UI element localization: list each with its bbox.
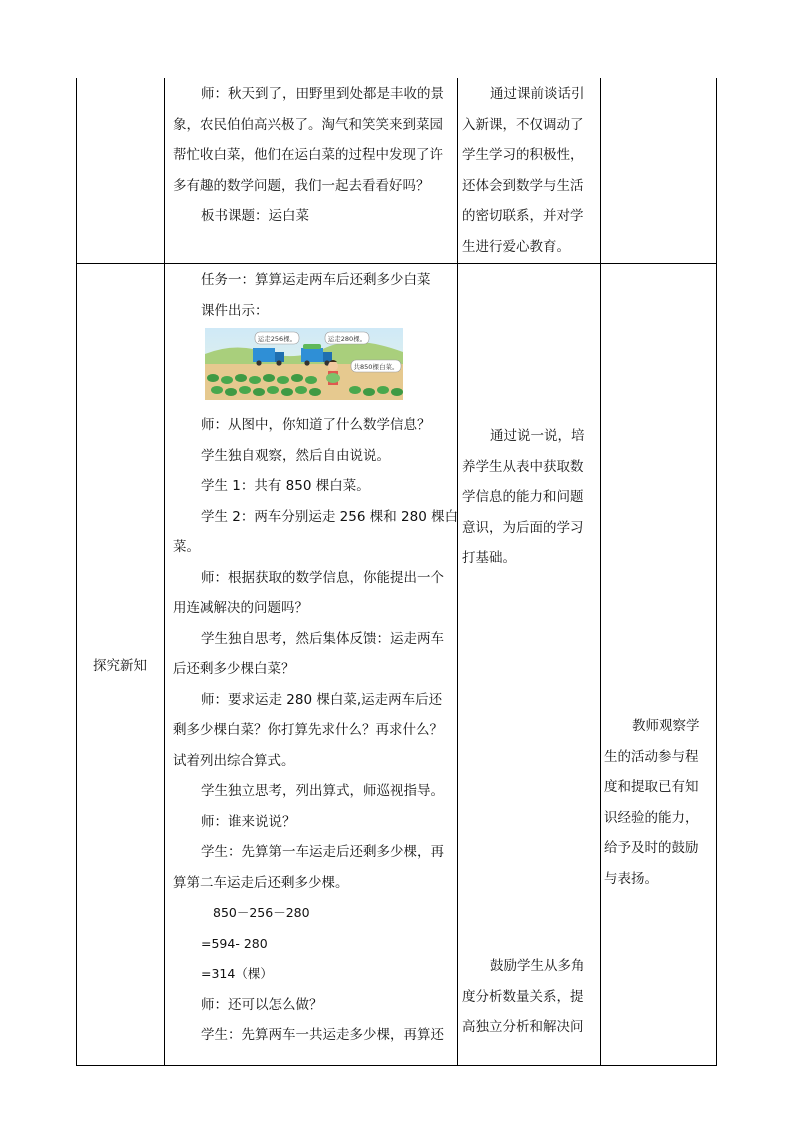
row2-activity-top <box>173 265 453 326</box>
eval-line: 识经验的能力， <box>604 809 699 826</box>
column-divider-1 <box>164 78 165 1066</box>
row-divider <box>76 263 717 264</box>
eval-line: 生的活动参与程 <box>604 748 699 765</box>
table-border-right <box>716 78 717 1066</box>
intent-line: 学生学习的积极性， <box>462 147 584 163</box>
row1-activity-cell <box>173 79 453 232</box>
activity-line: 学生独自观察，然后自由说说。 <box>201 447 390 464</box>
intent-line: 打基础。 <box>462 550 516 566</box>
cabbage-truck-illustration <box>205 328 403 400</box>
column-divider-3 <box>600 78 601 1066</box>
activity-line: 课件出示： <box>201 302 269 319</box>
bubble-text-2: 运走280棵。 <box>327 335 367 343</box>
activity-line: 多有趣的数学问题，我们一起去看看好吗？ <box>173 177 430 194</box>
activity-line: 用连减解决的问题吗？ <box>173 600 308 616</box>
activity-line: 菜。 <box>173 539 200 555</box>
math-line: =594- 280 <box>201 935 268 951</box>
activity-line: 试着列出综合算式。 <box>173 752 295 769</box>
row2-activity-rest <box>173 410 459 1051</box>
math-line: =314（棵） <box>201 966 273 981</box>
activity-line: 算第二车运走后还剩多少棵。 <box>173 874 349 891</box>
activity-line: 学生独立思考，列出算式，师巡视指导。 <box>201 783 444 799</box>
activity-line: 师：根据获取的数学信息，你能提出一个 <box>201 569 444 586</box>
activity-line: 学生：先算两车一共运走多少棵，再算还 <box>201 1027 444 1043</box>
row2-intent-a-cell <box>462 421 598 574</box>
activity-line: 学生 1：共有 850 棵白菜。 <box>201 478 370 494</box>
activity-line: 学生：先算第一车运走后还剩多少棵，再 <box>201 844 444 860</box>
intent-line: 意识，为后面的学习 <box>462 519 584 536</box>
activity-line: 板书课题：运白菜 <box>201 208 309 224</box>
intent-line: 的密切联系，并对学 <box>462 208 584 224</box>
math-line: 850－256－280 <box>213 905 310 920</box>
intent-line: 养学生从表中获取数 <box>462 458 584 475</box>
activity-line: 学生 2：两车分别运走 256 棵和 280 棵白 <box>201 508 459 525</box>
activity-line: 任务一：算算运走两车后还剩多少白菜 <box>201 272 431 288</box>
activity-line: 师：从图中，你知道了什么数学信息？ <box>201 417 431 433</box>
intent-line: 通过课前谈话引 <box>490 86 585 102</box>
column-divider-2 <box>457 78 458 1066</box>
intent-line: 生进行爱心教育。 <box>462 238 570 255</box>
intent-line: 学信息的能力和问题 <box>462 489 584 505</box>
intent-line: 高独立分析和解决问 <box>462 1019 584 1035</box>
activity-line: 学生独自思考，然后集体反馈：运走两车 <box>201 630 444 647</box>
intent-line: 鼓励学生从多角 <box>490 958 585 974</box>
intent-line: 入新课，不仅调动了 <box>462 116 584 133</box>
activity-line: 象，农民伯伯高兴极了。淘气和笑笑来到菜园 <box>173 116 443 133</box>
eval-line: 教师观察学 <box>632 718 700 734</box>
row1-intent-cell <box>462 79 598 262</box>
phase-label: 探究新知 <box>93 658 147 674</box>
activity-line: 师：秋天到了，田野里到处都是丰收的景 <box>201 86 444 102</box>
activity-line: 师：谁来说说？ <box>201 813 296 830</box>
bubble-text-1: 运走256棵。 <box>257 335 297 343</box>
eval-line: 度和提取已有知 <box>604 779 699 795</box>
activity-line: 师：还可以怎么做？ <box>201 996 323 1013</box>
row2-intent-b-cell <box>462 951 598 1043</box>
bubble-text-3: 共850棵白菜。 <box>353 363 399 371</box>
row2-eval-cell <box>604 711 714 894</box>
activity-line: 师：要求运走 280 棵白菜,运走两车后还 <box>201 691 443 708</box>
intent-line: 度分析数量关系，提 <box>462 988 584 1005</box>
activity-line: 帮忙收白菜，他们在运白菜的过程中发现了许 <box>173 147 443 163</box>
intent-line: 通过说一说，培 <box>490 428 585 444</box>
eval-line: 与表扬。 <box>604 870 658 887</box>
table-border-bottom <box>76 1065 717 1066</box>
table-border-left <box>76 78 77 1066</box>
activity-line: 后还剩多少棵白菜？ <box>173 661 295 677</box>
eval-line: 给予及时的鼓励 <box>604 840 699 856</box>
activity-line: 剩多少棵白菜？你打算先求什么？再求什么？ <box>173 722 443 738</box>
intent-line: 还体会到数学与生活 <box>462 177 584 194</box>
